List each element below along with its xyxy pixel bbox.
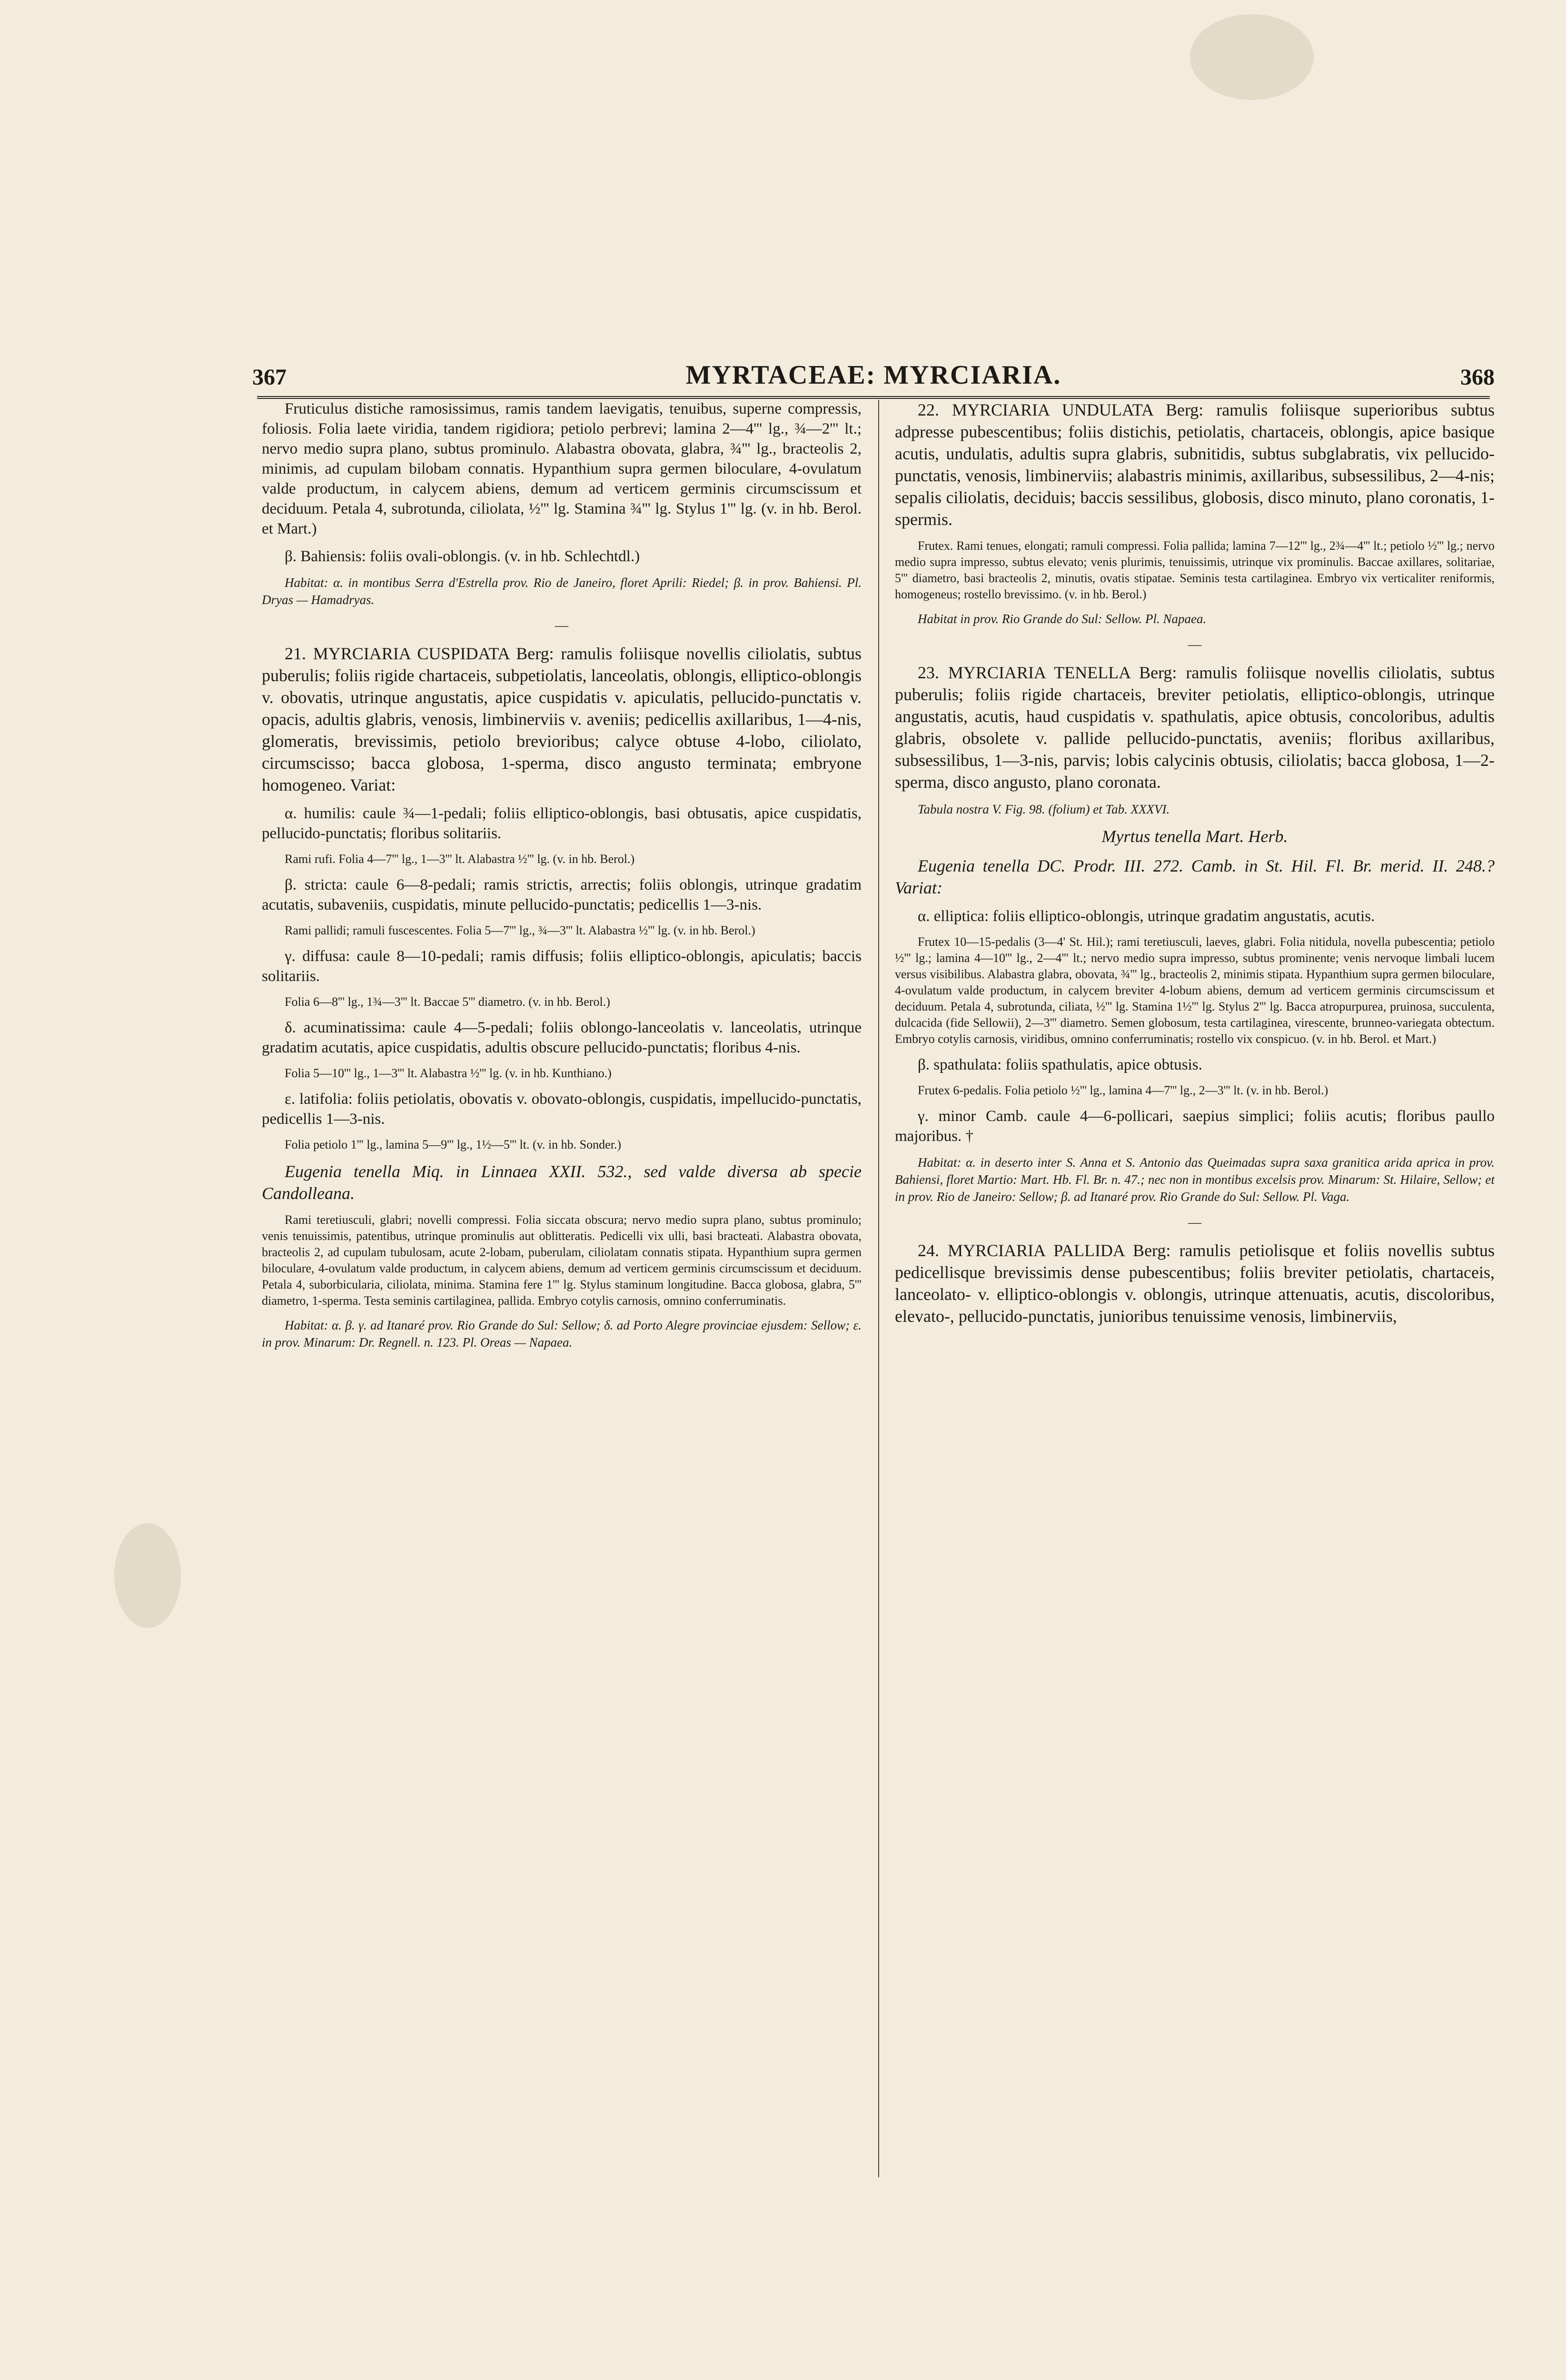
left-column-paragraph: Rami teretiusculi, glabri; novelli compressi. Folia siccata obscura; nervo medio supra plano, subtus prominulo; venis tenuissimis, patentibus, utrinque prominulis aut oblitteratis. Pedicelli vix ulli, basi bracteati. Alabastra obovata, bracteolis 2, ad cupulam tubulosam, acute 2-lobam, puberulam, ciliolatam connatis stipata. Hypanthium supra germen biloculare, 4-ovulatum valde productum, in calycem abiens, demum ad verticem germinis circumscissum et deciduum. Petala 4, suborbicularia, ciliolata, minima. Stamina fere 1''' lg. Stylus staminum longitudine. Bacca globosa, glabra, 5''' diametro, 1-sperma. Testa seminis cartilaginea, pallida. Embryo cotylis carnosis, omnino conferruminatis. xyxy=(262,1213,862,1308)
left-column-paragraph: β. stricta: caule 6—8-pedali; ramis strictis, arrectis; foliis oblongis, utrinque gradatim acutatis, subaveniis, cuspidatis, minute pellucido-punctatis; pedicellis 1—3-nis. xyxy=(262,876,862,913)
right-column-paragraph: 23. MYRCIARIA TENELLA Berg: ramulis foliisque novellis ciliolatis, subtus puberulis; foliis rigide chartaceis, breviter petiolatis, elliptico-oblongis, utrinque angustatis, acutis, haud cuspidatis v. spathulatis, apice obtusis, concoloribus, adultis glabris, obsolete v. pallide pellucido-punctatis, aveniis; floribus axillaribus, subsessilibus, 1—3-nis, parvis; lobis calycinis obtusis, ciliolatis; bacca globosa, 1—2-sperma, disco angusto, plano coronata. xyxy=(895,663,1495,792)
right-column-paragraph: Tabula nostra V. Fig. 98. (folium) et Tab. XXXVI. xyxy=(918,802,1170,816)
left-column-paragraph: Habitat: α. in montibus Serra d'Estrella prov. Rio de Janeiro, floret Aprili: Riedel; β. in prov. Bahiensi. Pl. Dryas — Hamadryas. xyxy=(262,575,862,607)
right-column-paragraph: Frutex 10—15-pedalis (3—4' St. Hil.); rami teretiusculi, laeves, glabri. Folia nitidula, novella pubescentia; petiolo ½''' lg.; lamina 4—10''' lg., 2—4''' lt.; nervo medio supra impresso, subtus prominente; venis nervoque limbali lucem versus visibilibus. Alabastra glabra, obovata, ¾''' lg., bracteolis 2, minimis stipata. Hypanthium supra germen biloculare, 4-ovulatum valde productum, in calycem breviter 4-lobum abiens, demum ad verticem germinis circumscissum et deciduum. Petala 4, subrotunda, ciliata, ½''' lg. Stamina 1½''' lg. Stylus 2''' lg. Bacca atropurpurea, pruinosa, succulenta, dulcacida (fide Sellowii), 2—3''' diametro. Semen globosum, testa cartilaginea, virescente, brunneo-variegata obtectum. Embryo cotylis carnosis, viridibus, omnino conferruminatis; rostello vix conspicuo. (v. in hb. Berol. et Mart.) xyxy=(895,935,1495,1046)
page-header xyxy=(252,343,1495,390)
right-column-paragraph: — xyxy=(1188,1215,1201,1230)
right-column-paragraph: γ. minor Camb. caule 4—6-pollicari, saepius simplici; foliis acutis; floribus paullo majoribus. † xyxy=(895,1108,1495,1145)
right-column-paragraph: 22. MYRCIARIA UNDULATA Berg: ramulis foliisque superioribus subtus adpresse pubescentibus; foliis distichis, petiolatis, chartaceis, oblongis, apice basique acutis, undulatis, adultis supra glabris, subnitidis, subtus subglabratis, vix pellucido-punctatis, venosis, limbinerviis; alabastris minimis, axillaribus, subsessilibus, 2—4-nis; sepalis ciliolatis, deciduis; baccis sessilibus, globosis, disco minuto, plano coronatis, 1-spermis. xyxy=(895,400,1495,529)
left-column-paragraph: Eugenia tenella Miq. in Linnaea XXII. 532., sed valde diversa ab specie Candolleana. xyxy=(262,1162,862,1203)
right-column-paragraph: β. spathulata: foliis spathulatis, apice obtusis. xyxy=(918,1056,1202,1073)
left-column-paragraph: Habitat: α. β. γ. ad Itanaré prov. Rio Grande do Sul: Sellow; δ. ad Porto Alegre provinciae ejusdem: Sellow; ε. in prov. Minarum: Dr. Regnell. n. 123. Pl. Oreas — Napaea. xyxy=(262,1318,862,1349)
left-column-paragraph: Rami pallidi; ramuli fuscescentes. Folia 5—7''' lg., ¾—3''' lt. Alabastra ½''' lg. (v. in hb. Berol.) xyxy=(285,923,755,937)
right-column-paragraph: 24. MYRCIARIA PALLIDA Berg: ramulis petiolisque et foliis novellis subtus pedicellisque brevissimis dense pubescentibus; foliis breviter petiolatis, chartaceis, lanceolato- v. elliptico-oblongis v. oblongis, utrinque attenuatis, acutis, discoloribus, elevato-, pellucido-punctatis, junioribus tenuissime venosis, limbinerviis, xyxy=(895,1241,1495,1326)
right-page-number: 368 xyxy=(1460,365,1495,390)
right-column-paragraph: α. elliptica: foliis elliptico-oblongis, utrinque gradatim angustatis, acutis. xyxy=(918,908,1375,925)
left-column-paragraph: 21. MYRCIARIA CUSPIDATA Berg: ramulis foliisque novellis ciliolatis, subtus puberulis; foliis rigide chartaceis, subpetiolatis, lanceolatis, oblongis, elliptico-oblongis v. obovatis, utrinque angustatis, apice cuspidatis v. apiculatis, pellucido-punctatis v. opacis, adultis glabris, venosis, limbinerviis v. aveniis; pedicellis axillaribus, 1—4-nis, glomeratis, brevissimis, petiolo brevioribus; calyce obtuse 4-lobo, ciliolato, circumscisso; bacca globosa, 1-sperma, disco angusto terminata; embryone homogeneo. Variat: xyxy=(262,644,862,794)
right-column-paragraph: Habitat: α. in deserto inter S. Anna et S. Antonio das Queimadas supra saxa granitica arida aprica in prov. Bahiensi, floret Martio: Mart. Hb. Fl. Br. n. 47.; nec non in montibus excelsis prov. Minarum: St. Hilaire, Sellow; et in prov. Rio de Janeiro: Sellow; β. ad Itanaré prov. Rio Grande do Sul: Sellow. Pl. Vaga. xyxy=(895,1155,1495,1204)
left-page-number: 367 xyxy=(252,365,287,390)
left-column-paragraph: Folia petiolo 1''' lg., lamina 5—9''' lg., 1½—5''' lt. (v. in hb. Sonder.) xyxy=(285,1138,622,1151)
left-column-paragraph: Folia 6—8''' lg., 1¾—3''' lt. Baccae 5''' diametro. (v. in hb. Berol.) xyxy=(285,995,610,1009)
right-column-paragraph: Myrtus tenella Mart. Herb. xyxy=(1101,827,1288,846)
left-column-paragraph: Folia 5—10''' lg., 1—3''' lt. Alabastra ½''' lg. (v. in hb. Kunthiano.) xyxy=(285,1066,612,1080)
left-column-paragraph: ε. latifolia: foliis petiolatis, obovatis v. obovato-oblongis, cuspidatis, impellucido-punctatis, pedicellis 1—3-nis. xyxy=(262,1091,862,1128)
paper-stain xyxy=(114,1523,181,1628)
left-column-paragraph: γ. diffusa: caule 8—10-pedali; ramis diffusis; foliis elliptico-oblongis, apiculatis; baccis solitariis. xyxy=(262,948,862,985)
left-column-paragraph: Rami rufi. Folia 4—7''' lg., 1—3''' lt. Alabastra ½''' lg. (v. in hb. Berol.) xyxy=(285,852,635,866)
left-column-paragraph: β. Bahiensis: foliis ovali-oblongis. (v. in hb. Schlechtdl.) xyxy=(285,548,640,565)
paper-stain xyxy=(1190,14,1314,100)
right-column-paragraph: Frutex 6-pedalis. Folia petiolo ½''' lg., lamina 4—7''' lg., 2—3''' lt. (v. in hb. Berol.) xyxy=(918,1083,1328,1097)
running-title: MYRTACEAE: MYRCIARIA. xyxy=(685,360,1061,390)
right-column-paragraph: Habitat in prov. Rio Grande do Sul: Sellow. Pl. Napaea. xyxy=(918,612,1207,626)
left-column-paragraph: — xyxy=(555,618,568,633)
column-divider xyxy=(878,400,879,2177)
right-column xyxy=(895,399,1495,2177)
left-column-paragraph: α. humilis: caule ¾—1-pedali; foliis elliptico-oblongis, basi obtusatis, apice cuspidatis, pellucido-punctatis; floribus solitariis. xyxy=(262,805,862,842)
left-column-paragraph: δ. acuminatissima: caule 4—5-pedali; foliis oblongo-lanceolatis v. lanceolatis, utrinque gradatim acutatis, apice cuspidatis, adultis obscure pellucido-punctatis; floribus 4-nis. xyxy=(262,1019,862,1056)
left-column-paragraph: Fruticulus distiche ramosissimus, ramis tandem laevigatis, tenuibus, superne compressis, foliosis. Folia laete viridia, tandem rigidiora; petiolo perbrevi; lamina 2—4''' lg., ¾—2''' lt.; nervo medio supra plano, subtus prominulo. Alabastra obovata, glabra, ¾''' lg., bracteolis 2, minimis, ad cupulam bilobam connatis. Hypanthium supra germen biloculare, 4-ovulatum valde productum, in calycem abiens, demum ad verticem germinis circumscissum et deciduum. Petala 4, subrotunda, ciliolata, ½''' lg. Stamina ¾''' lg. Stylus 1''' lg. (v. in hb. Berol. et Mart.) xyxy=(262,400,862,537)
right-column-paragraph: — xyxy=(1188,637,1201,652)
left-column xyxy=(262,399,862,2177)
right-column-paragraph: Eugenia tenella DC. Prodr. III. 272. Camb. in St. Hil. Fl. Br. merid. II. 248.? Variat: xyxy=(895,856,1495,897)
right-column-paragraph: Frutex. Rami tenues, elongati; ramuli compressi. Folia pallida; lamina 7—12''' lg., 2¾—4''' lt.; petiolo ½''' lg.; nervo medio supra impresso, subtus elevato; venis plurimis, tenuissimis, utrinque vix prominulis. Baccae axillares, solitariae, 5''' diametro, basi bracteolis 2, minutis, ovatis stipatae. Seminis testa cartilaginea. Embryo vix verticaliter reniformis, homogeneus; rostello brevissimo. (v. in hb. Berol.) xyxy=(895,539,1495,601)
